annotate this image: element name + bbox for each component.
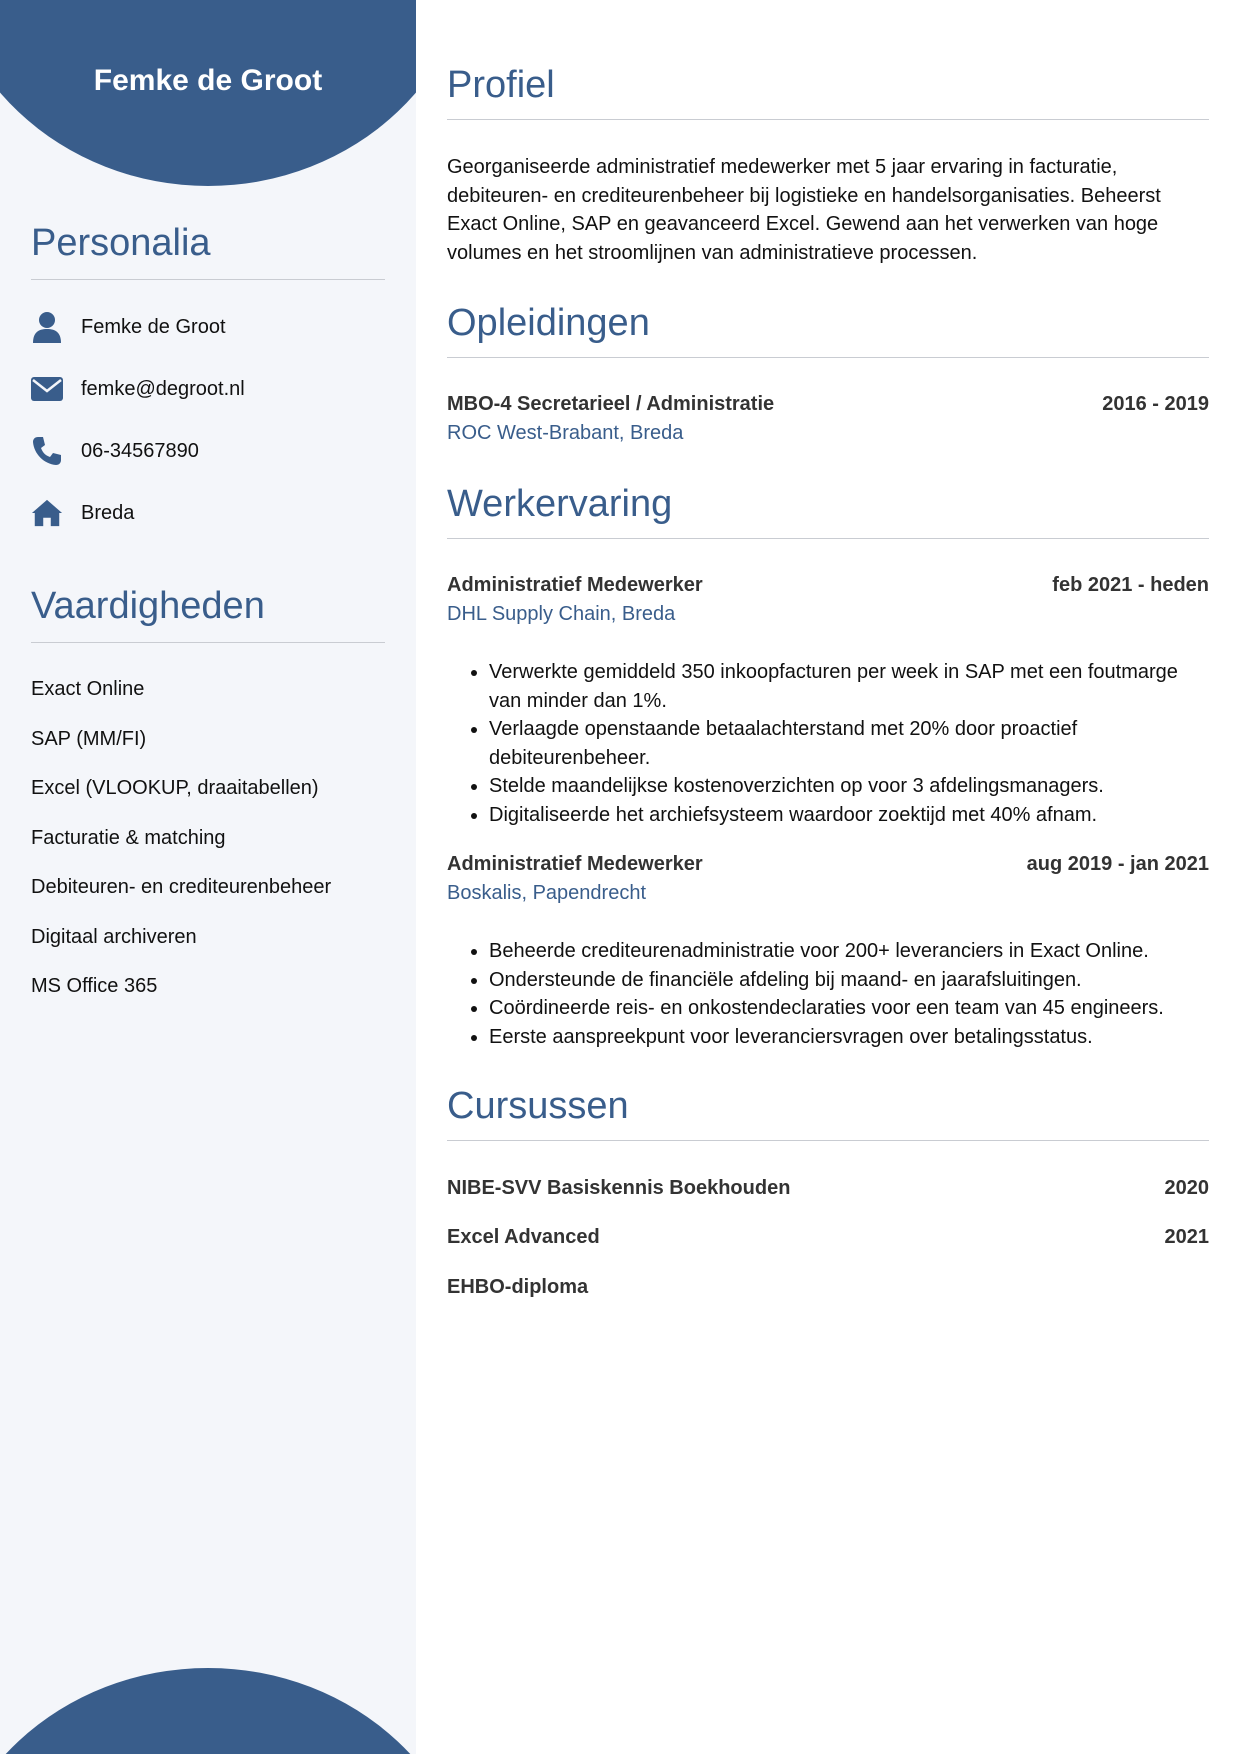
achievement-item: • Digitaliseerde het archiefsysteem waardoor zoektijd met 40% afnam. [489,801,1209,830]
course-entry [447,1226,1209,1254]
contact-location-text: Breda [81,501,135,524]
experience-heading: Werkervaring [447,483,1209,539]
job-date: aug 2019 - jan 2021 [1026,853,1209,875]
job-achievements [447,658,1209,829]
envelope-icon [31,373,63,405]
skill-item: MS Office 365 [31,975,158,997]
skill-item: Excel (VLOOKUP, draaitabellen) [31,777,319,799]
home-icon [31,497,63,529]
job-date: feb 2021 - heden [1052,574,1209,596]
contact-phone[interactable] [31,434,199,468]
course-title: NIBE-SVV Basiskennis Boekhouden [447,1177,791,1199]
contact-location [31,496,134,530]
sidebar [0,0,416,1754]
education-heading: Opleidingen [447,302,1209,358]
skills-heading: Vaardigheden [31,585,385,643]
skill-item: Facturatie & matching [31,826,226,849]
contact-email-text[interactable]: femke@degroot.nl [81,377,245,400]
phone-icon [31,435,63,467]
contact-name-text: Femke de Groot [81,315,226,338]
achievement-item: • Stelde maandelijkse kostenoverzichten op voor 3 afdelingsmanagers. [489,772,1209,801]
course-title: Excel Advanced [447,1226,600,1248]
skill-item: Debiteuren- en crediteurenbeheer [31,876,332,898]
sidebar-bottom-arc [0,1668,416,1754]
education-entry [447,393,1209,421]
achievement-item: • Coördineerde reis- en onkostendeclaraties voor een team van 45 engineers. [489,994,1209,1023]
skill-item: SAP (MM/FI) [31,727,147,750]
course-entry [447,1177,1209,1205]
job-title: Administratief Medewerker [447,853,703,875]
course-date: 2021 [1164,1226,1209,1248]
course-date: 2020 [1164,1177,1209,1199]
achievement-item: • Verwerkte gemiddeld 350 inkoopfacturen per week in SAP met een foutmarge van minder dan 1%. [489,658,1209,715]
profile-heading: Profiel [447,64,1209,120]
profile-text: Georganiseerde administratief medewerker met 5 jaar ervaring in facturatie, debiteuren- en crediteurenbeheer bij logistieke en handelsorganisaties. Beheerst Exact Online, SAP en geavanceerd Excel. Gewend aan het verwerken van hoge volumes en het stroomlijnen van administratieve processen. [447,156,1161,264]
education-institution: ROC West-Brabant, Breda [447,422,684,444]
job-title: Administratief Medewerker [447,574,703,596]
achievement-item: • Beheerde crediteurenadministratie voor 200+ leveranciers in Exact Online. [489,937,1209,966]
education-title: MBO-4 Secretarieel / Administratie [447,393,775,415]
contact-phone-text[interactable]: 06-34567890 [81,439,199,462]
achievement-item: • Ondersteunde de financiële afdeling bij maand- en jaarafsluitingen. [489,966,1209,995]
achievement-item: • Verlaagde openstaande betaalachterstand met 20% door proactief debiteurenbeheer. [489,715,1209,772]
candidate-name: Femke de Groot [93,64,323,97]
personalia-heading: Personalia [31,222,385,280]
education-date: 2016 - 2019 [1102,393,1209,415]
achievement-item: • Eerste aanspreekpunt voor leveranciersvragen over betalingsstatus. [489,1023,1209,1052]
job-company: DHL Supply Chain, Breda [447,603,676,625]
course-title: EHBO-diploma [447,1276,589,1298]
skill-item: Digitaal archiveren [31,925,197,948]
contact-email[interactable] [31,372,245,406]
job-achievements [447,937,1209,1051]
job-entry [447,853,1209,881]
skills-list [31,672,331,1019]
user-icon [31,311,63,343]
job-entry [447,574,1209,602]
contact-name [31,310,226,344]
skill-item: Exact Online [31,678,145,700]
courses-heading: Cursussen [447,1085,1209,1141]
job-company: Boskalis, Papendrecht [447,882,647,904]
course-entry [447,1276,1209,1304]
